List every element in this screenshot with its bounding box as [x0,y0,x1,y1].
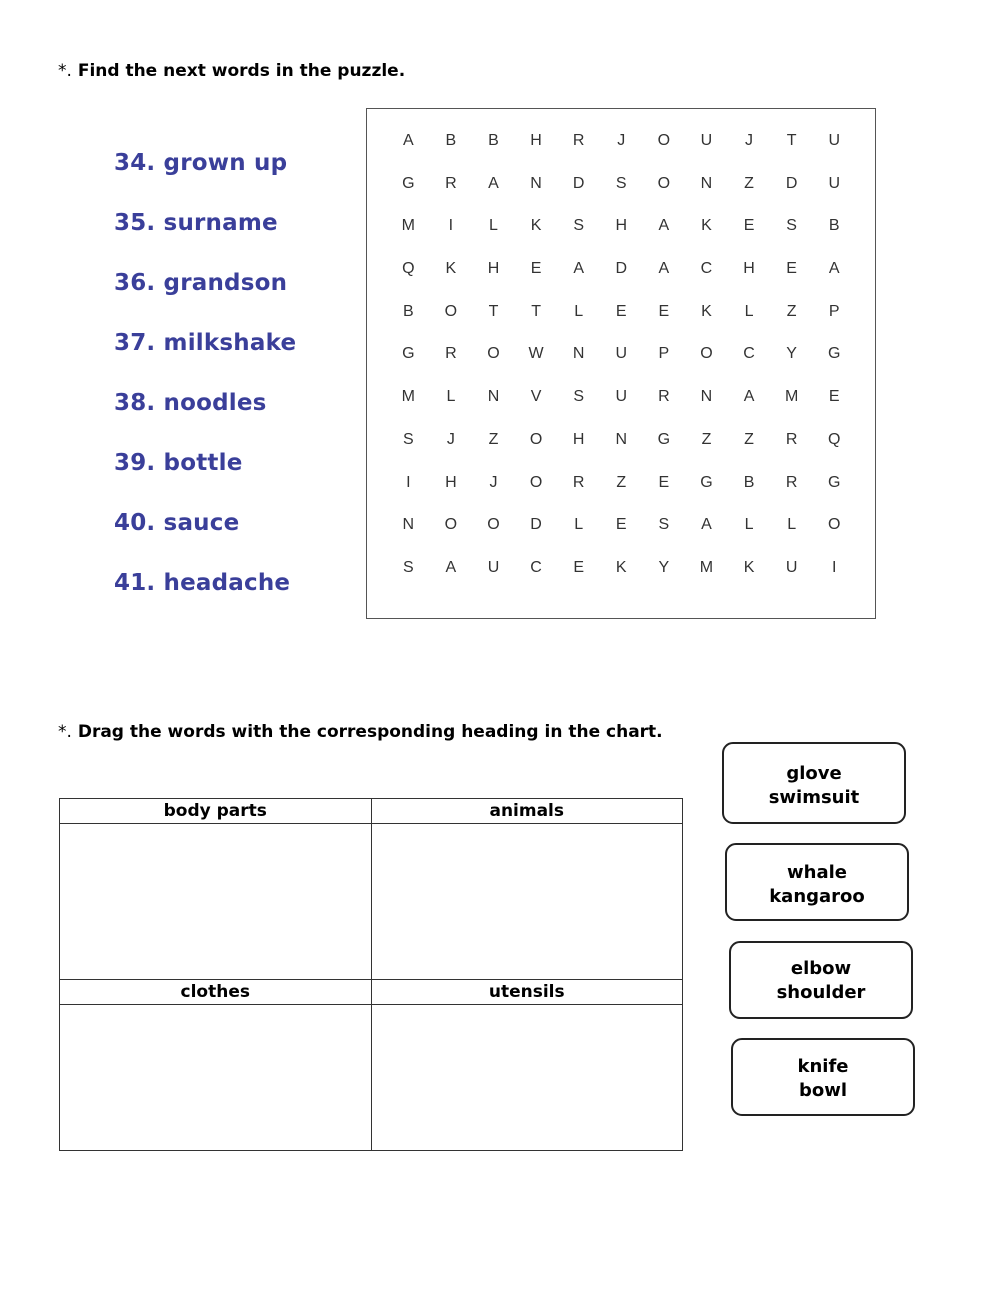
puzzle-row [387,558,856,601]
puzzle-letter[interactable]: A [488,174,499,192]
puzzle-letter[interactable]: A [573,260,584,278]
puzzle-letter[interactable]: N [700,174,713,192]
drag-tile-animal-words[interactable] [725,843,909,921]
puzzle-letter[interactable]: Y [786,345,797,363]
puzzle-letter[interactable]: G [402,345,415,363]
puzzle-letter[interactable]: L [744,302,754,320]
puzzle-letter[interactable]: D [785,174,798,192]
puzzle-letter[interactable]: K [701,302,712,320]
puzzle-row [387,131,856,174]
puzzle-letter[interactable]: B [488,132,499,149]
puzzle-letter[interactable]: O [444,302,458,320]
puzzle-letter[interactable]: N [615,430,628,448]
heading-body-parts: body parts [60,799,372,824]
puzzle-letter[interactable]: E [615,516,627,534]
puzzle-letter[interactable]: S [615,174,627,192]
puzzle-row [387,473,856,516]
puzzle-letter[interactable]: J [745,132,754,149]
heading-animals: animals [371,799,683,824]
puzzle-letter[interactable]: N [402,516,415,534]
puzzle-letter[interactable]: B [402,302,414,320]
puzzle-letter[interactable]: Q [402,260,415,278]
puzzle-letter[interactable]: T [531,302,541,320]
puzzle-letter[interactable]: R [445,174,457,192]
puzzle-letter[interactable]: N [572,345,585,363]
puzzle-letter[interactable]: G [828,345,841,363]
puzzle-letter[interactable]: B [743,473,755,491]
puzzle-letter[interactable]: A [743,388,755,406]
puzzle-row [387,174,856,217]
puzzle-letter[interactable]: G [700,473,713,491]
puzzle-letter[interactable]: A [445,558,457,576]
puzzle-letter[interactable]: P [828,302,840,320]
puzzle-grid [387,131,856,601]
drop-zone-animals[interactable] [371,824,683,980]
puzzle-letter[interactable]: J [446,430,455,448]
word-item: 36. grandson [114,270,288,296]
word-item: 34. grown up [114,150,288,176]
puzzle-letter[interactable]: O [529,430,543,448]
puzzle-letter[interactable]: H [445,473,457,491]
puzzle-letter[interactable]: V [530,388,542,406]
puzzle-letter[interactable]: O [657,132,671,149]
drag-tile-clothes-words[interactable] [722,742,906,824]
puzzle-letter[interactable]: D [615,260,628,278]
puzzle-letter[interactable]: G [828,473,841,491]
puzzle-letter[interactable]: E [658,302,670,320]
puzzle-letter[interactable]: H [530,132,542,149]
puzzle-letter[interactable]: L [489,217,498,235]
puzzle-letter[interactable]: C [700,260,713,278]
drag-tile-body-part-words[interactable] [729,941,913,1019]
puzzle-letter[interactable]: A [828,260,840,278]
tile-word: elbow [790,958,852,979]
word-item: 39. bottle [114,450,243,476]
puzzle-letter[interactable]: K [530,217,542,235]
word-item: 38. noodles [114,390,267,416]
category-chart [59,798,683,1151]
puzzle-letter[interactable]: S [402,430,414,448]
puzzle-letter[interactable]: T [488,302,499,320]
word-item: 35. surname [114,210,278,236]
puzzle-letter[interactable]: Z [744,430,754,448]
puzzle-letter[interactable]: Z [616,473,627,491]
puzzle-letter[interactable]: E [658,473,670,491]
puzzle-letter[interactable]: C [530,558,542,576]
puzzle-letter[interactable]: T [786,132,797,149]
puzzle-letter[interactable]: L [744,516,754,534]
puzzle-letter[interactable]: E [786,260,797,278]
puzzle-letter[interactable]: Q [828,430,841,448]
puzzle-letter[interactable]: S [573,388,584,406]
puzzle-letter[interactable]: K [615,558,627,576]
puzzle-letter[interactable]: I [448,217,454,235]
puzzle-letter[interactable]: N [487,388,500,406]
puzzle-row [387,430,856,473]
puzzle-letter[interactable]: K [743,558,755,576]
drop-zone-body-parts[interactable] [60,824,372,980]
puzzle-letter[interactable]: O [700,345,713,363]
puzzle-letter[interactable]: L [574,302,584,320]
puzzle-letter[interactable]: A [701,516,712,534]
instruction-text: Find the next words in the puzzle. [77,61,406,81]
instruction-star: *. [58,722,72,742]
drop-zone-utensils[interactable] [371,1005,683,1151]
puzzle-row [387,387,856,430]
puzzle-letter[interactable]: L [787,516,797,534]
puzzle-letter[interactable]: A [658,260,670,278]
instruction-text: Drag the words with the corresponding heading in the chart. [77,722,663,742]
puzzle-row [387,302,856,345]
puzzle-letter[interactable]: I [406,473,411,491]
puzzle-letter[interactable]: M [401,388,415,406]
heading-clothes: clothes [60,980,372,1005]
puzzle-letter[interactable]: Z [488,430,499,448]
puzzle-letter[interactable]: R [445,345,457,363]
puzzle-letter[interactable]: M [699,558,714,576]
puzzle-letter[interactable]: K [701,217,712,235]
puzzle-letter[interactable]: S [658,516,670,534]
puzzle-letter[interactable]: J [617,132,626,149]
puzzle-letter[interactable]: S [786,217,797,235]
puzzle-letter[interactable]: O [444,516,458,534]
puzzle-letter[interactable]: R [785,430,798,448]
puzzle-letter[interactable]: Z [701,430,712,448]
puzzle-letter[interactable]: U [785,558,798,576]
puzzle-letter[interactable]: U [487,558,500,576]
puzzle-letter[interactable]: H [615,217,628,235]
puzzle-letter[interactable]: U [615,345,628,363]
puzzle-letter[interactable]: M [784,388,799,406]
puzzle-letter[interactable]: E [743,217,755,235]
puzzle-letter[interactable]: O [487,345,500,363]
puzzle-letter[interactable]: O [529,473,543,491]
puzzle-letter[interactable]: U [828,132,841,149]
puzzle-letter[interactable]: U [700,132,713,149]
puzzle-letter[interactable]: G [402,174,415,192]
puzzle-letter[interactable]: U [615,388,628,406]
puzzle-letter[interactable]: G [657,430,671,448]
puzzle-letter[interactable]: A [658,217,670,235]
puzzle-letter[interactable]: O [487,516,500,534]
puzzle-letter[interactable]: E [573,558,584,576]
tile-word: whale [787,862,847,883]
puzzle-letter[interactable]: C [743,345,755,363]
puzzle-letter[interactable]: Z [744,174,754,192]
puzzle-letter[interactable]: U [828,174,841,192]
puzzle-letter[interactable]: J [489,473,498,491]
puzzle-letter[interactable]: L [446,388,456,406]
puzzle-letter[interactable]: K [445,260,457,278]
instruction-star: *. [58,61,72,81]
puzzle-letter[interactable]: D [572,174,585,192]
puzzle-row [387,216,856,259]
puzzle-letter[interactable]: R [785,473,798,491]
puzzle-letter[interactable]: S [573,217,584,235]
puzzle-letter[interactable]: R [658,388,670,406]
puzzle-letter[interactable]: E [615,302,627,320]
drop-zone-clothes[interactable] [60,1005,372,1151]
puzzle-letter[interactable]: W [528,345,544,363]
chart-instruction [58,722,663,742]
puzzle-instruction [58,61,405,81]
puzzle-letter[interactable]: H [572,430,585,448]
puzzle-letter[interactable]: S [402,558,414,576]
heading-utensils: utensils [371,980,683,1005]
word-item: 40. sauce [114,510,240,536]
puzzle-letter[interactable]: A [402,132,414,149]
puzzle-letter[interactable]: H [487,260,500,278]
word-item: 37. milkshake [114,330,297,356]
puzzle-letter[interactable]: N [530,174,542,192]
puzzle-letter[interactable]: E [530,260,542,278]
puzzle-letter[interactable]: O [828,516,841,534]
tile-word: bowl [798,1080,848,1101]
puzzle-row [387,515,856,558]
puzzle-letter[interactable]: Y [658,558,670,576]
word-search-puzzle [366,108,876,619]
puzzle-row [387,344,856,387]
tile-word: knife [797,1056,849,1077]
tile-word: glove [786,763,842,784]
puzzle-letter[interactable]: Z [786,302,797,320]
puzzle-letter[interactable]: I [832,558,837,576]
word-list [114,146,296,626]
drag-tile-utensil-words[interactable] [731,1038,915,1116]
puzzle-letter[interactable]: H [743,260,755,278]
puzzle-letter[interactable]: O [657,174,671,192]
puzzle-letter[interactable]: E [828,388,840,406]
puzzle-letter[interactable]: L [574,516,584,534]
tile-word: shoulder [776,982,866,1003]
puzzle-letter[interactable]: B [445,132,457,149]
puzzle-letter[interactable]: R [572,473,585,491]
puzzle-letter[interactable]: M [401,217,415,235]
puzzle-letter[interactable]: N [700,388,713,406]
word-item: 41. headache [114,570,291,596]
tile-word: kangaroo [769,886,865,907]
puzzle-letter[interactable]: P [658,345,670,363]
puzzle-letter[interactable]: R [572,132,585,149]
puzzle-letter[interactable]: B [828,217,840,235]
puzzle-row [387,259,856,302]
puzzle-letter[interactable]: D [530,516,542,534]
tile-word: swimsuit [768,787,860,808]
